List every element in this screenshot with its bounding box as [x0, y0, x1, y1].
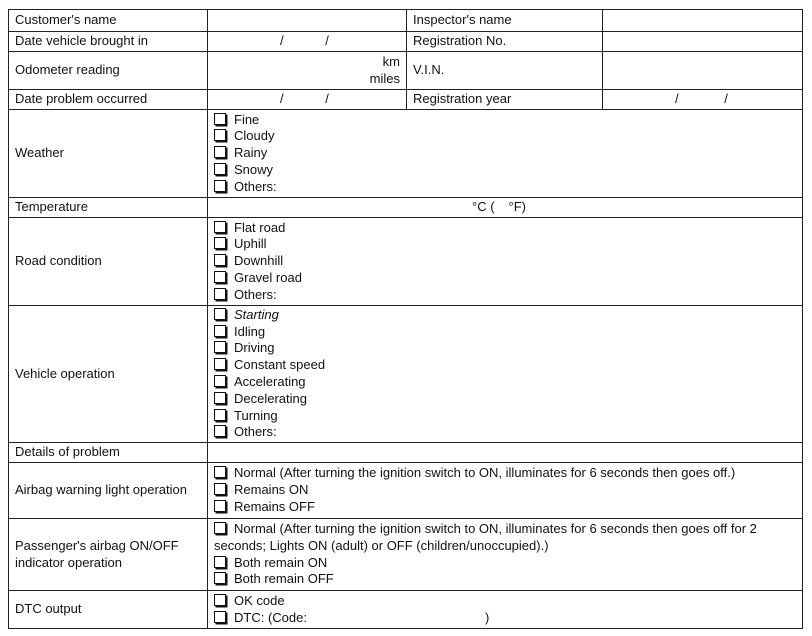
- option-label: Gravel road: [234, 269, 302, 285]
- operation-option-others[interactable]: [214, 424, 796, 441]
- option-label: Flat road: [234, 219, 286, 235]
- registration-year-label: Registration year: [407, 90, 603, 110]
- dtc-output-options: [208, 591, 803, 629]
- date-separator: /: [675, 91, 679, 107]
- checkbox-icon[interactable]: [214, 221, 226, 233]
- option-label: Snowy: [234, 161, 274, 177]
- temperature-field[interactable]: [208, 198, 803, 218]
- date-separator: /: [724, 91, 728, 107]
- option-label: Idling: [234, 323, 266, 339]
- checkbox-icon[interactable]: [214, 572, 226, 584]
- operation-option-accelerating[interactable]: [214, 374, 796, 391]
- vin-field[interactable]: [603, 52, 803, 90]
- option-label: Accelerating: [234, 374, 306, 389]
- checkbox-icon[interactable]: [214, 594, 226, 606]
- odometer-field[interactable]: [208, 52, 407, 90]
- weather-label: Weather: [9, 110, 208, 198]
- option-label: Uphill: [234, 236, 267, 252]
- option-label: Cloudy: [234, 128, 275, 144]
- date-separator: /: [325, 33, 329, 49]
- checkbox-icon[interactable]: [214, 409, 226, 421]
- option-label: Rainy: [234, 145, 268, 161]
- checkbox-icon[interactable]: [214, 522, 226, 534]
- checkbox-icon[interactable]: [214, 180, 226, 192]
- operation-option-decelerating[interactable]: [214, 391, 796, 408]
- odometer-unit-km: km: [382, 53, 400, 69]
- option-label: Driving: [234, 340, 275, 356]
- airbag-warning-options: [208, 463, 803, 519]
- checkbox-icon[interactable]: [214, 341, 226, 353]
- date-brought-in-label: Date vehicle brought in: [9, 32, 208, 52]
- passenger-airbag-label: Passenger's airbag ON/OFF indicator operation: [9, 519, 208, 591]
- option-label: Normal (After turning the ignition switch to ON, illuminates for 6 seconds then goes off for 2 seconds; Lights ON (adult) or OFF (children/unoccupied).): [214, 520, 757, 553]
- weather-option-cloudy[interactable]: [214, 128, 796, 145]
- passenger-option-both-on[interactable]: [214, 555, 796, 572]
- option-label: Turning: [234, 407, 278, 423]
- vin-label: V.I.N.: [407, 52, 603, 90]
- option-label: Both remain ON: [234, 554, 328, 570]
- weather-options: [208, 110, 803, 198]
- odometer-label: Odometer reading: [9, 52, 208, 90]
- option-label: Remains ON: [234, 482, 309, 498]
- date-problem-label: Date problem occurred: [9, 90, 208, 110]
- option-label: Fine: [234, 111, 260, 127]
- road-option-downhill[interactable]: [214, 253, 796, 270]
- option-label: DTC: (Code:: [234, 609, 307, 625]
- airbag-warning-label: Airbag warning light operation: [9, 463, 208, 519]
- passenger-airbag-options: [208, 519, 803, 591]
- road-option-flat[interactable]: [214, 220, 796, 237]
- airbag-option-normal[interactable]: [214, 465, 796, 482]
- airbag-option-remains-off[interactable]: [214, 499, 796, 516]
- date-problem-field[interactable]: [208, 90, 407, 110]
- option-label: Starting: [234, 306, 279, 322]
- date-separator: /: [325, 91, 329, 107]
- weather-option-others[interactable]: [214, 179, 796, 196]
- checkbox-icon[interactable]: [214, 425, 226, 437]
- inspection-form: [8, 9, 803, 629]
- road-option-uphill[interactable]: [214, 236, 796, 253]
- customer-name-label: Customer's name: [9, 10, 208, 32]
- date-brought-in-field[interactable]: [208, 32, 407, 52]
- checkbox-icon[interactable]: [214, 113, 226, 125]
- checkbox-icon[interactable]: [214, 146, 226, 158]
- checkbox-icon[interactable]: [214, 325, 226, 337]
- weather-option-rainy[interactable]: [214, 145, 796, 162]
- road-condition-options: [208, 218, 803, 306]
- checkbox-icon[interactable]: [214, 237, 226, 249]
- date-separator: /: [280, 33, 284, 49]
- checkbox-icon[interactable]: [214, 271, 226, 283]
- operation-option-turning[interactable]: [214, 408, 796, 425]
- weather-option-fine[interactable]: [214, 112, 796, 129]
- operation-option-idling[interactable]: [214, 324, 796, 341]
- checkbox-icon[interactable]: [214, 163, 226, 175]
- checkbox-icon[interactable]: [214, 500, 226, 512]
- option-label: Others:: [234, 424, 277, 440]
- registration-no-label: Registration No.: [407, 32, 603, 52]
- dtc-close-paren: ): [484, 609, 490, 625]
- airbag-option-remains-on[interactable]: [214, 482, 796, 499]
- checkbox-icon[interactable]: [214, 611, 226, 623]
- checkbox-icon[interactable]: [214, 288, 226, 300]
- date-separator: /: [280, 91, 284, 107]
- details-field[interactable]: [208, 443, 803, 463]
- weather-option-snowy[interactable]: [214, 162, 796, 179]
- inspector-name-label: Inspector's name: [407, 10, 603, 32]
- operation-option-constant-speed[interactable]: [214, 357, 796, 374]
- passenger-option-normal[interactable]: [214, 521, 796, 555]
- vehicle-operation-label: Vehicle operation: [9, 306, 208, 443]
- registration-year-field[interactable]: [603, 90, 803, 110]
- temperature-unit-f: °F): [508, 199, 526, 215]
- checkbox-icon[interactable]: [214, 358, 226, 370]
- dtc-option-code[interactable]: [214, 610, 796, 627]
- inspector-name-field[interactable]: [603, 10, 803, 32]
- checkbox-icon[interactable]: [214, 466, 226, 478]
- checkbox-icon[interactable]: [214, 556, 226, 568]
- checkbox-icon[interactable]: [214, 375, 226, 387]
- option-label: Downhill: [234, 253, 284, 269]
- checkbox-icon[interactable]: [214, 392, 226, 404]
- road-option-gravel[interactable]: [214, 270, 796, 287]
- option-label: Both remain OFF: [234, 571, 334, 587]
- option-label: Decelerating: [234, 390, 307, 406]
- vehicle-operation-options: [208, 306, 803, 443]
- option-label: Others:: [234, 286, 277, 302]
- temperature-unit-c: °C (: [472, 199, 495, 215]
- checkbox-icon[interactable]: [214, 308, 226, 320]
- registration-no-field[interactable]: [603, 32, 803, 52]
- passenger-option-both-off[interactable]: [214, 571, 796, 588]
- option-label: OK code: [234, 592, 285, 608]
- road-option-others[interactable]: [214, 287, 796, 304]
- dtc-output-label: DTC output: [9, 591, 208, 629]
- option-label: Normal (After turning the ignition switch to ON, illuminates for 6 seconds then goes off.): [234, 465, 736, 481]
- road-condition-label: Road condition: [9, 218, 208, 306]
- odometer-unit-miles: miles: [369, 70, 400, 86]
- operation-option-driving[interactable]: [214, 340, 796, 357]
- option-label: Constant speed: [234, 357, 326, 373]
- checkbox-icon[interactable]: [214, 483, 226, 495]
- operation-option-starting[interactable]: [214, 307, 796, 324]
- details-label: Details of problem: [9, 443, 208, 463]
- option-label: Remains OFF: [234, 498, 315, 514]
- checkbox-icon[interactable]: [214, 254, 226, 266]
- option-label: Others:: [234, 178, 277, 194]
- temperature-label: Temperature: [9, 198, 208, 218]
- dtc-option-ok[interactable]: [214, 593, 796, 610]
- customer-name-field[interactable]: [208, 10, 407, 32]
- checkbox-icon[interactable]: [214, 129, 226, 141]
